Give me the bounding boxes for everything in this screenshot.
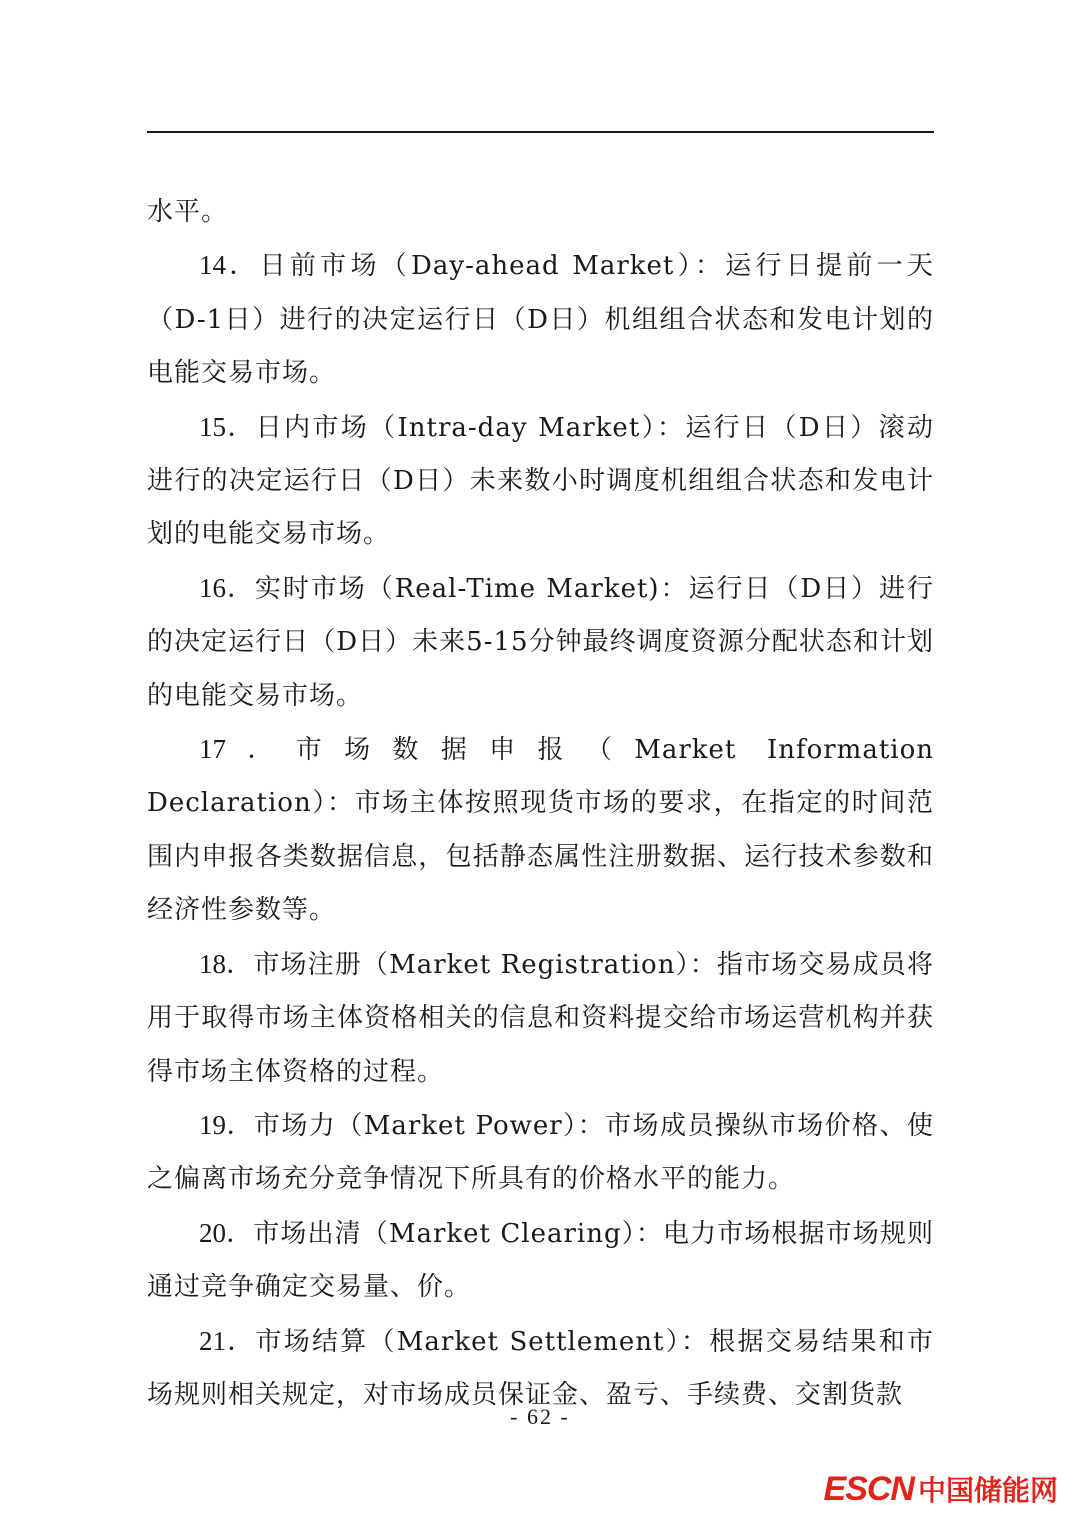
paragraph-continuation xyxy=(147,186,934,239)
watermark-chinese: 中国储能网 xyxy=(917,1474,1058,1507)
watermark-latin: ESCN xyxy=(823,1470,914,1508)
definition-text: 市场数据申报（Market Information Declaration）：市场主体按照现货市场的要求，在指定的时间范围内申报各类数据信息，包括静态属性注册数据、运行技术参数和经济性参数等。 xyxy=(147,735,935,926)
paragraph-text: 水平。 xyxy=(147,197,229,227)
definition-text: 市场注册（Market Registration）：指市场交易成员将用于取得市场主体资格相关的信息和资料提交给市场运营机构并获得市场主体资格的过程。 xyxy=(147,949,934,1087)
item-number: 16． xyxy=(199,572,255,603)
definition-text: 日内市场（Intra-day Market）：运行日（D日）滚动进行的决定运行日（D日）未来数小时调度机组组合状态和发电计划的电能交易市场。 xyxy=(147,412,935,550)
definition-19-market-power xyxy=(147,1099,934,1207)
item-number: 19． xyxy=(199,1109,254,1140)
escn-watermark-logo xyxy=(824,1469,1058,1509)
definition-text: 日前市场（Day-ahead Market）：运行日提前一天（D-1日）进行的决定运行日（D日）机组组合状态和发电计划的电能交易市场。 xyxy=(147,251,934,389)
definition-15-intra-day-market xyxy=(147,401,934,562)
item-number: 20． xyxy=(199,1217,254,1248)
item-number: 15． xyxy=(199,411,256,442)
definition-16-real-time-market xyxy=(147,562,934,723)
definition-text: 实时市场（Real-Time Market)：运行日（D日）进行的决定运行日（D日）未来5-15分钟最终调度资源分配状态和计划的电能交易市场。 xyxy=(147,573,935,711)
definition-17-market-information-declaration xyxy=(147,723,934,938)
page-number: - 62 - xyxy=(510,1404,570,1429)
definition-14-day-ahead-market xyxy=(147,239,934,400)
document-body xyxy=(147,186,934,1422)
definition-20-market-clearing xyxy=(147,1207,934,1315)
item-number: 14． xyxy=(199,250,260,281)
definition-text: 市场出清（Market Clearing）：电力市场根据市场规则通过竞争确定交易量、价。 xyxy=(147,1218,935,1303)
item-number: 21． xyxy=(199,1325,256,1356)
item-number: 18． xyxy=(199,948,254,979)
definition-text: 市场力（Market Power）：市场成员操纵市场价格、使之偏离市场充分竞争情况下所具有的价格水平的能力。 xyxy=(147,1110,935,1195)
definition-text: 市场结算（Market Settlement）：根据交易结果和市场规则相关规定，对市场成员保证金、盈亏、手续费、交割货款 xyxy=(147,1326,934,1410)
header-rule xyxy=(147,131,934,133)
item-number: 17． xyxy=(199,734,296,765)
definition-18-market-registration xyxy=(147,938,934,1099)
